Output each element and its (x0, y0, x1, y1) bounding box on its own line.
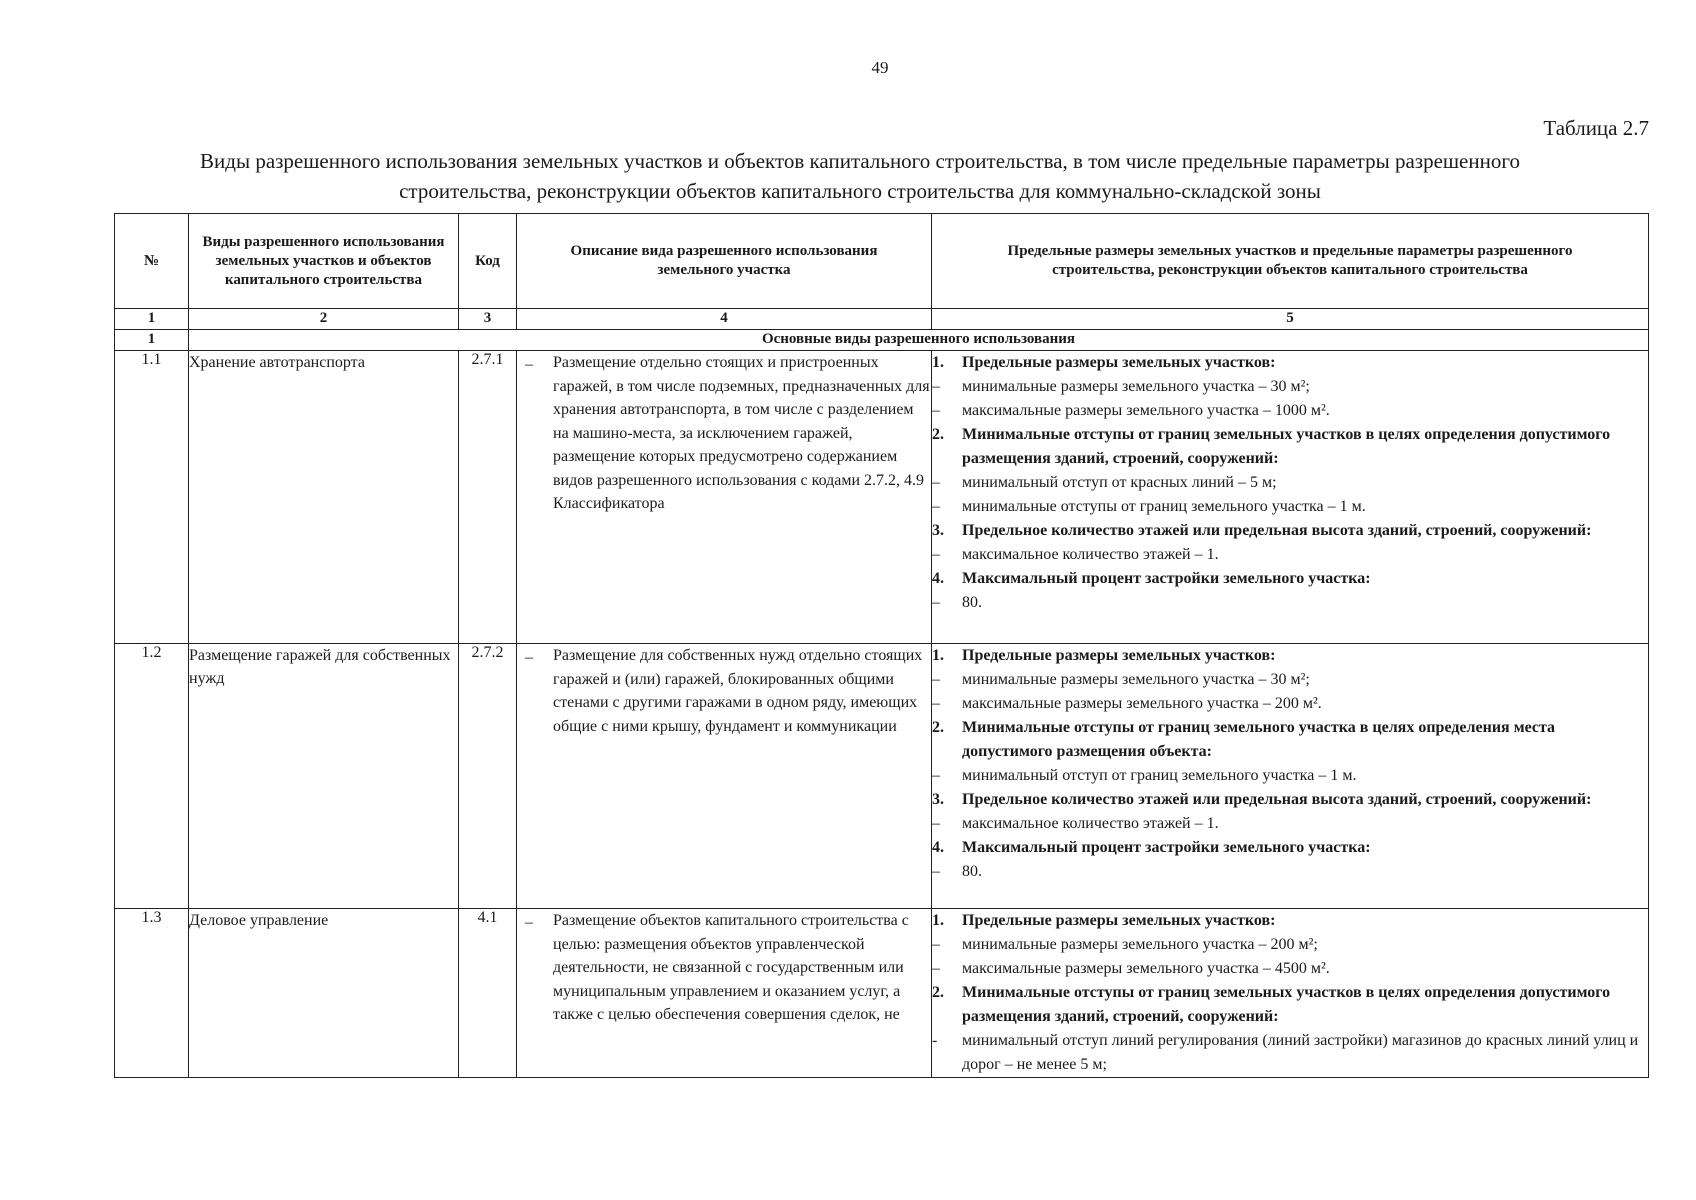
parameter-text: Предельные размеры земельных участков: (962, 912, 1276, 929)
parameter-heading (932, 351, 1648, 375)
description-dash: – (525, 914, 533, 931)
parameter-item (932, 668, 1648, 692)
parameters-cell (932, 909, 1649, 1078)
parameter-marker: 2. (932, 984, 944, 1001)
description-dash: – (525, 649, 533, 666)
parameter-text: максимальные размеры земельного участка – 4500 м². (962, 960, 1330, 977)
parameter-marker: 1. (932, 912, 944, 929)
parameter-marker: – (932, 767, 940, 784)
column-number: 2 (189, 309, 459, 330)
table-label: Таблица 2.7 (1543, 116, 1649, 140)
parameter-marker: 2. (932, 719, 944, 736)
parameter-text: минимальные размеры земельного участка – 30 м²; (962, 671, 1310, 688)
row-number: 1.1 (115, 351, 189, 644)
parameter-marker: – (932, 378, 940, 395)
parameter-item (932, 471, 1648, 495)
parameter-item (932, 957, 1648, 981)
parameter-marker: – (932, 695, 940, 712)
parameter-item (932, 692, 1648, 716)
parameter-heading (932, 567, 1648, 591)
parameter-heading (932, 519, 1648, 543)
parameter-text: минимальный отступ от границ земельного участка – 1 м. (962, 767, 1357, 784)
use-type-name: Деловое управление (189, 909, 459, 1078)
column-number: 4 (517, 309, 932, 330)
parameter-marker: – (932, 474, 940, 491)
parameter-marker: 3. (932, 522, 944, 539)
use-type-name: Хранение автотранспорта (189, 351, 459, 644)
parameter-marker: – (932, 815, 940, 832)
use-type-code: 2.7.2 (459, 644, 517, 909)
parameter-text: минимальный отступ от красных линий – 5 м; (962, 474, 1277, 491)
parameter-heading (932, 981, 1648, 1029)
parameter-marker: 2. (932, 426, 944, 443)
parameter-item (932, 591, 1648, 615)
table-row (115, 351, 1649, 644)
parameter-item (932, 543, 1648, 567)
parameter-item (932, 933, 1648, 957)
parameter-text: 80. (962, 863, 982, 880)
description-dash: – (525, 356, 533, 373)
parameter-marker: – (932, 546, 940, 563)
parameters-cell (932, 351, 1649, 644)
parameter-heading (932, 716, 1648, 764)
use-type-code: 2.7.1 (459, 351, 517, 644)
parameter-item (932, 860, 1648, 884)
parameter-text: Предельные размеры земельных участков: (962, 647, 1276, 664)
header-description: Описание вида разрешенного использования земельного участка (517, 214, 932, 309)
parameter-item (932, 399, 1648, 423)
row-number: 1.3 (115, 909, 189, 1078)
parameter-text: максимальное количество этажей – 1. (962, 546, 1219, 563)
parameter-heading (932, 423, 1648, 471)
use-type-description (517, 909, 932, 1078)
parameter-text: максимальные размеры земельного участка – 1000 м². (962, 402, 1330, 419)
parameter-text: Предельные размеры земельных участков: (962, 354, 1276, 371)
parameter-heading (932, 644, 1648, 668)
header-params: Предельные размеры земельных участков и предельные параметры разрешенного строительства, реконструкции объектов капитального строительства (932, 214, 1649, 309)
column-numbers-row (115, 309, 1649, 330)
parameter-heading (932, 788, 1648, 812)
parameter-item (932, 812, 1648, 836)
parameter-text: минимальные отступы от границ земельного участка – 1 м. (962, 498, 1366, 515)
description-text: Размещение объектов капитального строительства с целью: размещения объектов управленческой деятельности, не связанной с государственным или муниципальным управлением и оказанием услуг, а также с целью обеспечения совершения сделок, не (553, 912, 909, 1023)
section-title: Основные виды разрешенного использования (189, 330, 1649, 351)
parameter-marker: – (932, 594, 940, 611)
header-name: Виды разрешенного использования земельных участков и объектов капитального строительства (189, 214, 459, 309)
parameter-text: 80. (962, 594, 982, 611)
parameter-text: Максимальный процент застройки земельного участка: (962, 570, 1371, 587)
header-row (115, 214, 1649, 309)
parameter-text: Минимальные отступы от границ земельного участка в целях определения места допустимого размещения объекта: (962, 719, 1556, 760)
parameters-cell (932, 644, 1649, 909)
parameter-item (932, 1029, 1648, 1077)
parameter-item (932, 764, 1648, 788)
parameter-text: Предельное количество этажей или предельная высота зданий, строений, сооружений: (962, 522, 1592, 539)
use-type-name: Размещение гаражей для собственных нужд (189, 644, 459, 909)
column-number: 1 (115, 309, 189, 330)
header-code: Код (459, 214, 517, 309)
header-no: № (115, 214, 189, 309)
column-number: 3 (459, 309, 517, 330)
section-number: 1 (115, 330, 189, 351)
parameter-text: максимальные размеры земельного участка – 200 м². (962, 695, 1322, 712)
parameter-text: Максимальный процент застройки земельного участка: (962, 839, 1371, 856)
parameter-marker: – (932, 960, 940, 977)
parameter-marker: 4. (932, 570, 944, 587)
parameter-marker: 1. (932, 647, 944, 664)
parameter-text: максимальное количество этажей – 1. (962, 815, 1219, 832)
description-text: Размещение отдельно стоящих и пристроенных гаражей, в том числе подземных, предназначенных для хранения автотранспорта, в том числе с разделением на машино-места, за исключением гаражей, размещение которых предусмотрено содержанием видов разрешенного использования с кодами 2.7.2, 4.9 Классификатора (553, 354, 930, 512)
land-use-table (114, 213, 1649, 1078)
parameter-text: минимальный отступ линий регулирования (линий застройки) магазинов до красных линий улиц и дорог – не менее 5 м; (962, 1032, 1639, 1073)
use-type-description (517, 644, 932, 909)
parameter-marker: - (932, 1032, 938, 1049)
parameter-marker: – (932, 671, 940, 688)
parameter-marker: – (932, 498, 940, 515)
table-title: Виды разрешенного использования земельных участков и объектов капитального строительства, в том числе предельные параметры разрешенного строительства, реконструкции объектов капитального строительства для коммунально-складской зоны (200, 149, 1520, 203)
parameter-heading (932, 909, 1648, 933)
parameter-marker: – (932, 402, 940, 419)
parameter-item (932, 495, 1648, 519)
parameter-text: минимальные размеры земельного участка – 200 м²; (962, 936, 1318, 953)
column-number: 5 (932, 309, 1649, 330)
parameter-marker: – (932, 936, 940, 953)
use-type-description (517, 351, 932, 644)
parameter-marker: 4. (932, 839, 944, 856)
page-number: 49 (871, 58, 889, 77)
parameter-item (932, 375, 1648, 399)
parameter-text: минимальные размеры земельного участка – 30 м²; (962, 378, 1310, 395)
parameter-marker: 1. (932, 354, 944, 371)
description-text: Размещение для собственных нужд отдельно стоящих гаражей и (или) гаражей, блокированных общими стенами с другими гаражами в одном ряду, имеющих общие с ними крышу, фундамент и коммуникации (553, 647, 923, 735)
table-row (115, 909, 1649, 1078)
parameter-text: Предельное количество этажей или предельная высота зданий, строений, сооружений: (962, 791, 1592, 808)
section-row (115, 330, 1649, 351)
parameter-marker: – (932, 863, 940, 880)
use-type-code: 4.1 (459, 909, 517, 1078)
parameter-marker: 3. (932, 791, 944, 808)
parameter-text: Минимальные отступы от границ земельных участков в целях определения допустимого размещения зданий, строений, сооружений: (962, 426, 1611, 467)
parameter-heading (932, 836, 1648, 860)
parameter-text: Минимальные отступы от границ земельных участков в целях определения допустимого размещения зданий, строений, сооружений: (962, 984, 1611, 1025)
row-number: 1.2 (115, 644, 189, 909)
table-row (115, 644, 1649, 909)
